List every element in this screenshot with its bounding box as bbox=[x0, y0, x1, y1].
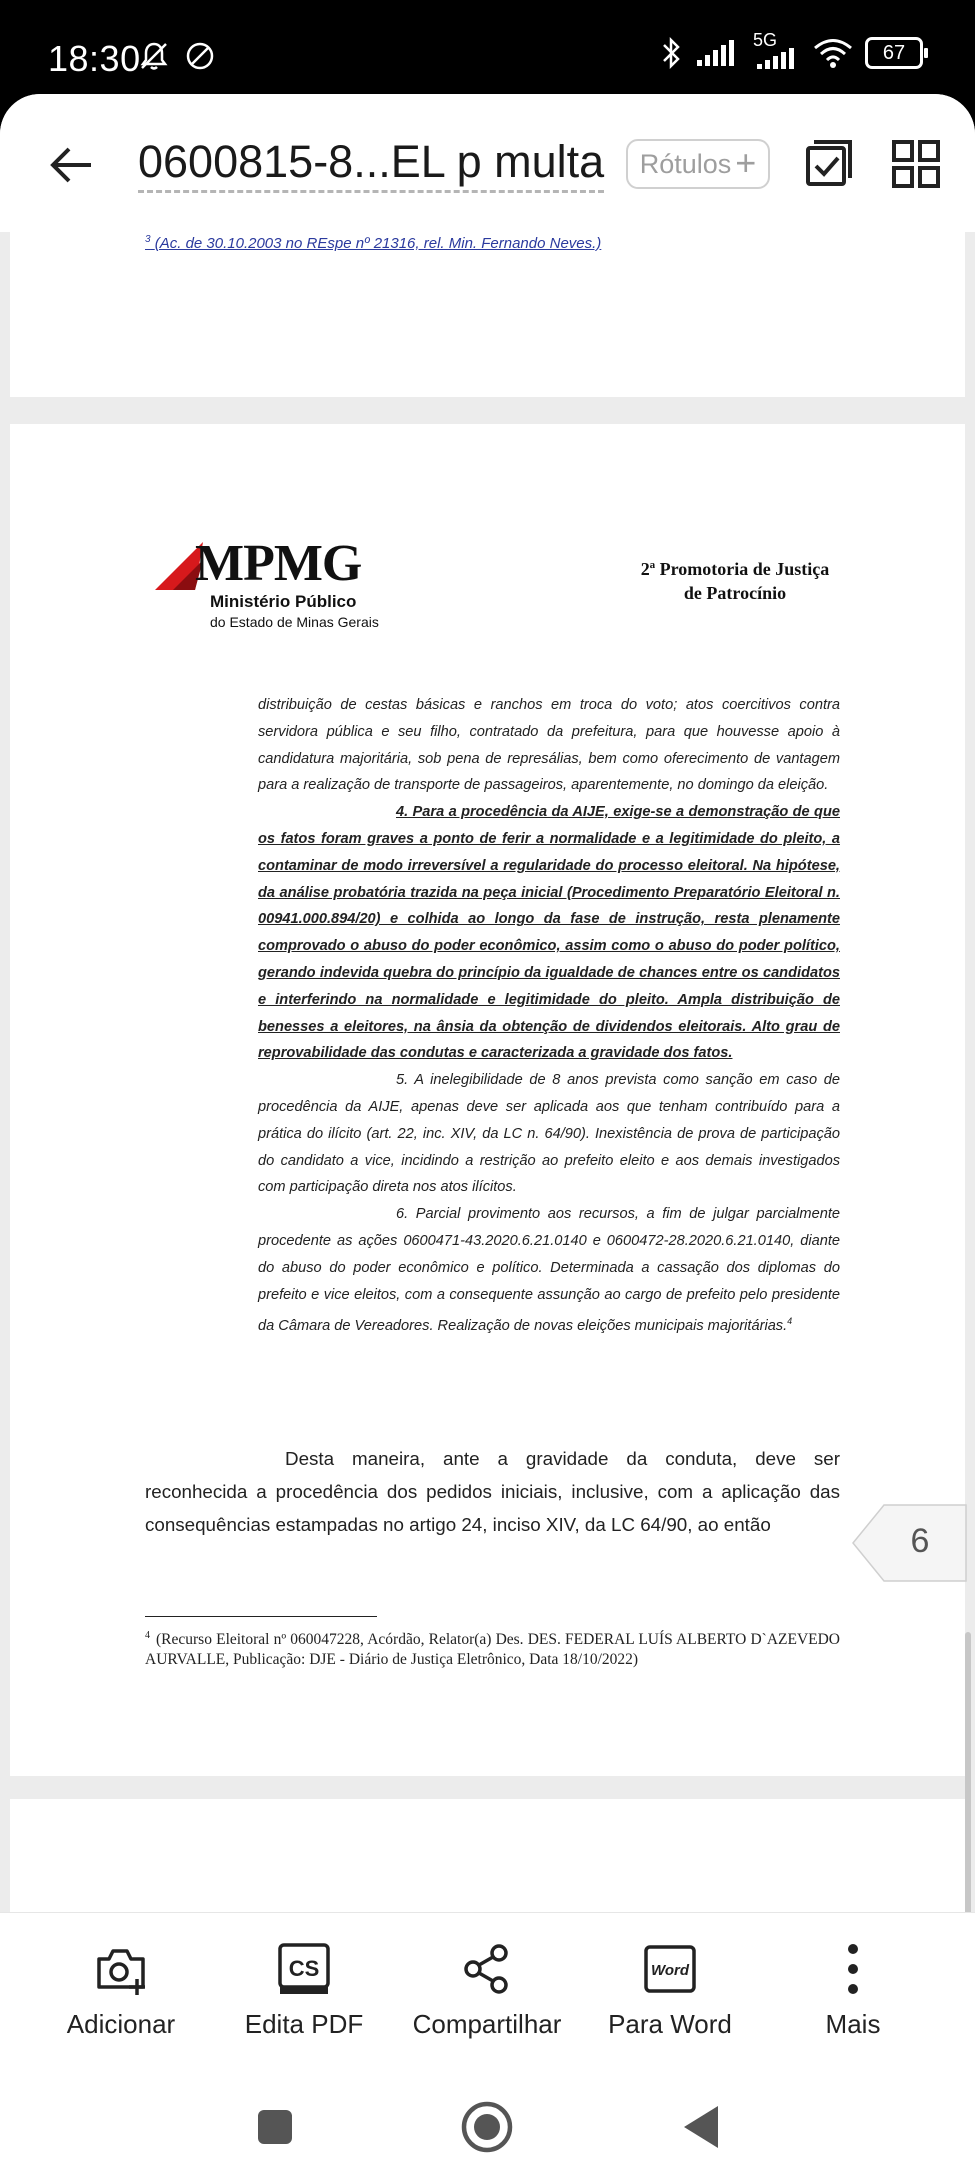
quote-paragraph-4-text: 6. Parcial provimento aos recursos, a fim de julgar parcialmente procedente as ações 0600471-43.2020.6.21.0140 e 0600472-28.2020.6.21.0140, diante do abuso do poder econômico e político. Determinada a cassação dos diplomas do prefeito e vice eleitos, com a consequente assunção ao cargo de prefeito pelo presidente da Câmara de Vereadores. Realização de novas eleições municipais majoritárias. bbox=[258, 1206, 840, 1335]
labels-button-label: Rótulos bbox=[639, 148, 732, 179]
share-label: Compartilhar bbox=[412, 2009, 562, 2039]
add-label: Adicionar bbox=[66, 2009, 176, 2039]
signal-icon-secondary bbox=[755, 46, 799, 70]
status-left-icons bbox=[138, 40, 216, 72]
app-header bbox=[0, 94, 975, 232]
footnote-3-number: 3 bbox=[145, 234, 151, 245]
arrow-left-icon bbox=[49, 145, 93, 185]
bell-off-icon bbox=[138, 40, 170, 72]
quote-paragraph-3: 5. A inelegibilidade de 8 anos prevista como sanção em caso de procedência da AIJE, apenas deve ser aplicada aos que tenham contribuído para a prática do ilícito (art. 22, inc. XIV, da LC n. 64/90). Inexistência de prova de participação do candidato a vice, incidindo a restrição ao prefeito eleito e aos demais investigados com participação direta nos atos ilícitos. bbox=[258, 1072, 840, 1196]
cs-edit-pdf-icon bbox=[276, 1941, 332, 1997]
add-button[interactable] bbox=[31, 1941, 211, 2040]
more-label: Mais bbox=[825, 2009, 881, 2039]
quote-paragraph-1: distribuição de cestas básicas e ranchos em troca do voto; atos coercitivos contra servidora pública e seu filho, contratado da prefeitura, para que houvesse apoio à candidatura majoritária, sob pena de represálias, bem como oferecimento de vantagem para a realização de transporte de passageiros, aparentemente, no domingo da eleição. bbox=[258, 697, 840, 794]
status-right bbox=[661, 30, 923, 70]
promotoria-heading bbox=[610, 557, 860, 605]
signal-icon bbox=[695, 38, 739, 68]
status-time: 18:30 bbox=[48, 38, 141, 79]
body-paragraph bbox=[145, 1442, 840, 1541]
scrollbar-thumb[interactable] bbox=[965, 1632, 971, 1922]
word-icon bbox=[642, 1941, 698, 1997]
promotoria-line-2: de Patrocínio bbox=[683, 583, 787, 603]
bluetooth-icon bbox=[661, 36, 683, 70]
bottom-toolbar bbox=[0, 1912, 975, 2088]
quote-block bbox=[258, 692, 840, 1340]
triangle-back-icon bbox=[682, 2104, 722, 2150]
edit-pdf-label: Edita PDF bbox=[244, 2009, 364, 2039]
document-viewer[interactable] bbox=[0, 232, 975, 1912]
promotoria-line-1: 2ª Promotoria de Justiça bbox=[640, 559, 830, 579]
logo-subtitle-1: Ministério Público bbox=[210, 592, 357, 611]
labels-button[interactable] bbox=[626, 139, 770, 189]
share-button[interactable] bbox=[397, 1941, 577, 2040]
document-title[interactable]: 0600815-8...EL p multa bbox=[138, 136, 604, 193]
app-window bbox=[0, 94, 975, 2167]
back-button[interactable] bbox=[40, 134, 102, 196]
wifi-icon bbox=[813, 37, 853, 69]
to-word-button[interactable] bbox=[580, 1941, 760, 2040]
recents-button[interactable] bbox=[245, 2097, 305, 2157]
network-type-label: 5G bbox=[753, 30, 778, 50]
quote-footnote-ref: 4 bbox=[787, 1316, 793, 1327]
signal-5g-group bbox=[751, 30, 801, 70]
footnote-3-text: (Ac. de 30.10.2003 no REspe nº 21316, rel. Min. Fernando Neves.) bbox=[154, 235, 602, 252]
word-glyph: Word bbox=[650, 1962, 690, 1979]
battery-icon bbox=[865, 37, 923, 69]
add-photo-icon bbox=[93, 1941, 149, 1997]
status-bar bbox=[0, 0, 975, 94]
page-current bbox=[10, 424, 965, 1776]
quote-paragraph-2: 4. Para a procedência da AIJE, exige-se a demonstração de que os fatos foram graves a ponto de ferir a normalidade e a legitimidade do pleito, a contaminar de modo irreversível a regularidade do processo eleitoral. Na hipótese, da análise probatória trazida na peça inicial (Procedimento Preparatório Eleitoral n. 00941.000.894/20) e colhida ao longo da fase de instrução, resta plenamente comprovado o abuso do poder econômico, assim como o abuso do poder político, gerando indevida quebra do princípio da igualdade de chances entre os candidatos e interferindo na normalidade e legitimidade do pleito. Ampla distribuição de benesses a eleitores, na ânsia da obtenção de dividendos eleitorais. Alto grau de reprovabilidade das condutas e caracterizada a gravidade dos fatos. bbox=[258, 804, 840, 1062]
footnote-divider bbox=[145, 1616, 377, 1617]
to-word-label: Para Word bbox=[608, 2009, 732, 2039]
plus-icon: + bbox=[735, 141, 757, 183]
select-check-icon[interactable] bbox=[800, 136, 856, 192]
square-icon bbox=[255, 2107, 295, 2147]
edit-pdf-button[interactable] bbox=[214, 1941, 394, 2040]
circle-icon bbox=[460, 2100, 514, 2154]
grid-view-icon[interactable] bbox=[888, 136, 944, 192]
home-button[interactable] bbox=[457, 2097, 517, 2157]
share-icon bbox=[459, 1941, 515, 1997]
back-nav-button[interactable] bbox=[672, 2097, 732, 2157]
system-nav-bar bbox=[0, 2087, 975, 2167]
battery-level: 67 bbox=[882, 41, 906, 64]
more-button[interactable] bbox=[763, 1941, 943, 2040]
quote-paragraph-4 bbox=[258, 1201, 840, 1340]
mpmg-logo bbox=[155, 534, 385, 644]
page-number-badge[interactable] bbox=[852, 1504, 967, 1582]
footnote-4 bbox=[145, 1626, 840, 1670]
logo-subtitle-2: do Estado de Minas Gerais bbox=[210, 614, 379, 630]
more-vertical-icon bbox=[825, 1941, 881, 1997]
footnote-3-link[interactable] bbox=[145, 234, 601, 252]
page-number: 6 bbox=[910, 1522, 930, 1560]
do-not-disturb-icon bbox=[184, 40, 216, 72]
page-previous bbox=[10, 232, 965, 397]
footnote-4-number: 4 bbox=[145, 1630, 150, 1641]
cs-glyph: CS bbox=[288, 1956, 320, 1981]
logo-text: MPMG bbox=[195, 535, 362, 592]
footnote-4-text: (Recurso Eleitoral nº 060047228, Acórdão, Relator(a) Des. DES. FEDERAL LUÍS ALBERTO D`AZEVEDO AURVALLE, Publicação: DJE - Diário de Justiça Eletrônico, Data 18/10/2022) bbox=[145, 1631, 840, 1669]
body-paragraph-text: Desta maneira, ante a gravidade da conduta, deve ser reconhecida a procedência dos pedidos iniciais, inclusive, com a aplicação das consequências estampadas no artigo 24, inciso XIV, da LC 64/90, ao então bbox=[145, 1448, 840, 1535]
